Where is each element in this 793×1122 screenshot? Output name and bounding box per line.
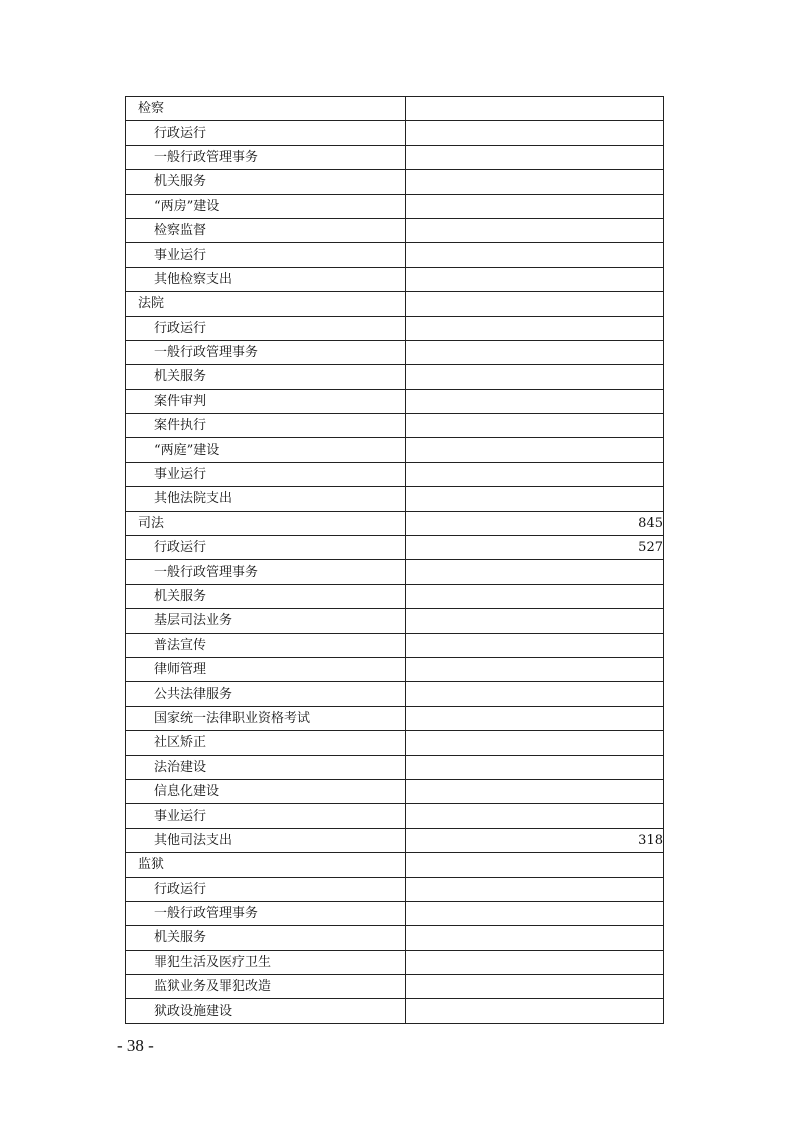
amount-cell bbox=[406, 975, 664, 999]
amount-cell bbox=[406, 950, 664, 974]
subitem-name-cell: 法治建设 bbox=[126, 755, 406, 779]
subitem-name-cell: 机关服务 bbox=[126, 584, 406, 608]
table-row bbox=[126, 926, 664, 950]
table-row bbox=[126, 389, 664, 413]
page-number: - 38 - bbox=[117, 1036, 154, 1055]
amount-cell: 845 bbox=[406, 511, 664, 535]
category-name-cell: 监狱 bbox=[126, 853, 406, 877]
amount-cell bbox=[406, 682, 664, 706]
subitem-name-cell: “两庭”建设 bbox=[126, 438, 406, 462]
table-row bbox=[126, 853, 664, 877]
subitem-name-cell: 机关服务 bbox=[126, 365, 406, 389]
table-row bbox=[126, 975, 664, 999]
table-row bbox=[126, 97, 664, 121]
amount-cell bbox=[406, 657, 664, 681]
subitem-name-cell: 罪犯生活及医疗卫生 bbox=[126, 950, 406, 974]
subitem-name-cell: 检察监督 bbox=[126, 218, 406, 242]
table-row bbox=[126, 194, 664, 218]
category-name-cell: 法院 bbox=[126, 292, 406, 316]
subitem-name-cell: 其他检察支出 bbox=[126, 267, 406, 291]
table-row bbox=[126, 340, 664, 364]
table-row bbox=[126, 438, 664, 462]
amount-cell bbox=[406, 633, 664, 657]
table-row bbox=[126, 414, 664, 438]
table-row bbox=[126, 877, 664, 901]
table-row bbox=[126, 633, 664, 657]
subitem-name-cell: 狱政设施建设 bbox=[126, 999, 406, 1023]
table-row bbox=[126, 950, 664, 974]
amount-cell bbox=[406, 804, 664, 828]
table-row bbox=[126, 901, 664, 925]
subitem-name-cell: 一般行政管理事务 bbox=[126, 340, 406, 364]
amount-cell bbox=[406, 926, 664, 950]
amount-cell bbox=[406, 243, 664, 267]
amount-cell bbox=[406, 292, 664, 316]
table-row bbox=[126, 731, 664, 755]
amount-cell bbox=[406, 755, 664, 779]
table-row bbox=[126, 999, 664, 1023]
subitem-name-cell: “两房”建设 bbox=[126, 194, 406, 218]
subitem-name-cell: 国家统一法律职业资格考试 bbox=[126, 706, 406, 730]
amount-cell: 527 bbox=[406, 536, 664, 560]
subitem-name-cell: 事业运行 bbox=[126, 804, 406, 828]
table-row bbox=[126, 170, 664, 194]
amount-cell bbox=[406, 779, 664, 803]
table-row bbox=[126, 536, 664, 560]
amount-cell bbox=[406, 609, 664, 633]
subitem-name-cell: 机关服务 bbox=[126, 926, 406, 950]
subitem-name-cell: 其他司法支出 bbox=[126, 828, 406, 852]
subitem-name-cell: 事业运行 bbox=[126, 462, 406, 486]
budget-table-body bbox=[126, 97, 664, 1024]
subitem-name-cell: 案件审判 bbox=[126, 389, 406, 413]
table-row bbox=[126, 243, 664, 267]
table-row bbox=[126, 292, 664, 316]
amount-cell bbox=[406, 194, 664, 218]
table-row bbox=[126, 828, 664, 852]
subitem-name-cell: 机关服务 bbox=[126, 170, 406, 194]
amount-cell bbox=[406, 145, 664, 169]
category-name-cell: 司法 bbox=[126, 511, 406, 535]
subitem-name-cell: 行政运行 bbox=[126, 536, 406, 560]
amount-cell bbox=[406, 706, 664, 730]
amount-cell bbox=[406, 462, 664, 486]
amount-cell bbox=[406, 97, 664, 121]
subitem-name-cell: 事业运行 bbox=[126, 243, 406, 267]
amount-cell bbox=[406, 487, 664, 511]
amount-cell: 318 bbox=[406, 828, 664, 852]
table-row bbox=[126, 145, 664, 169]
amount-cell bbox=[406, 731, 664, 755]
subitem-name-cell: 案件执行 bbox=[126, 414, 406, 438]
subitem-name-cell: 监狱业务及罪犯改造 bbox=[126, 975, 406, 999]
amount-cell bbox=[406, 389, 664, 413]
amount-cell bbox=[406, 584, 664, 608]
subitem-name-cell: 基层司法业务 bbox=[126, 609, 406, 633]
subitem-name-cell: 一般行政管理事务 bbox=[126, 145, 406, 169]
subitem-name-cell: 行政运行 bbox=[126, 877, 406, 901]
subitem-name-cell: 一般行政管理事务 bbox=[126, 901, 406, 925]
table-row bbox=[126, 218, 664, 242]
table-row bbox=[126, 267, 664, 291]
subitem-name-cell: 公共法律服务 bbox=[126, 682, 406, 706]
subitem-name-cell: 普法宣传 bbox=[126, 633, 406, 657]
table-row bbox=[126, 462, 664, 486]
amount-cell bbox=[406, 267, 664, 291]
table-row bbox=[126, 682, 664, 706]
subitem-name-cell: 其他法院支出 bbox=[126, 487, 406, 511]
amount-cell bbox=[406, 340, 664, 364]
amount-cell bbox=[406, 316, 664, 340]
subitem-name-cell: 社区矫正 bbox=[126, 731, 406, 755]
table-row bbox=[126, 560, 664, 584]
table-row bbox=[126, 316, 664, 340]
amount-cell bbox=[406, 877, 664, 901]
subitem-name-cell: 行政运行 bbox=[126, 121, 406, 145]
table-row bbox=[126, 584, 664, 608]
amount-cell bbox=[406, 218, 664, 242]
budget-table bbox=[125, 96, 664, 1024]
table-row bbox=[126, 804, 664, 828]
amount-cell bbox=[406, 853, 664, 877]
amount-cell bbox=[406, 999, 664, 1023]
table-row bbox=[126, 706, 664, 730]
amount-cell bbox=[406, 365, 664, 389]
subitem-name-cell: 行政运行 bbox=[126, 316, 406, 340]
amount-cell bbox=[406, 560, 664, 584]
category-name-cell: 检察 bbox=[126, 97, 406, 121]
subitem-name-cell: 一般行政管理事务 bbox=[126, 560, 406, 584]
table-row bbox=[126, 657, 664, 681]
table-row bbox=[126, 511, 664, 535]
table-row bbox=[126, 779, 664, 803]
table-row bbox=[126, 365, 664, 389]
table-row bbox=[126, 609, 664, 633]
amount-cell bbox=[406, 414, 664, 438]
subitem-name-cell: 信息化建设 bbox=[126, 779, 406, 803]
amount-cell bbox=[406, 121, 664, 145]
subitem-name-cell: 律师管理 bbox=[126, 657, 406, 681]
amount-cell bbox=[406, 901, 664, 925]
amount-cell bbox=[406, 438, 664, 462]
amount-cell bbox=[406, 170, 664, 194]
table-row bbox=[126, 487, 664, 511]
table-row bbox=[126, 121, 664, 145]
table-row bbox=[126, 755, 664, 779]
